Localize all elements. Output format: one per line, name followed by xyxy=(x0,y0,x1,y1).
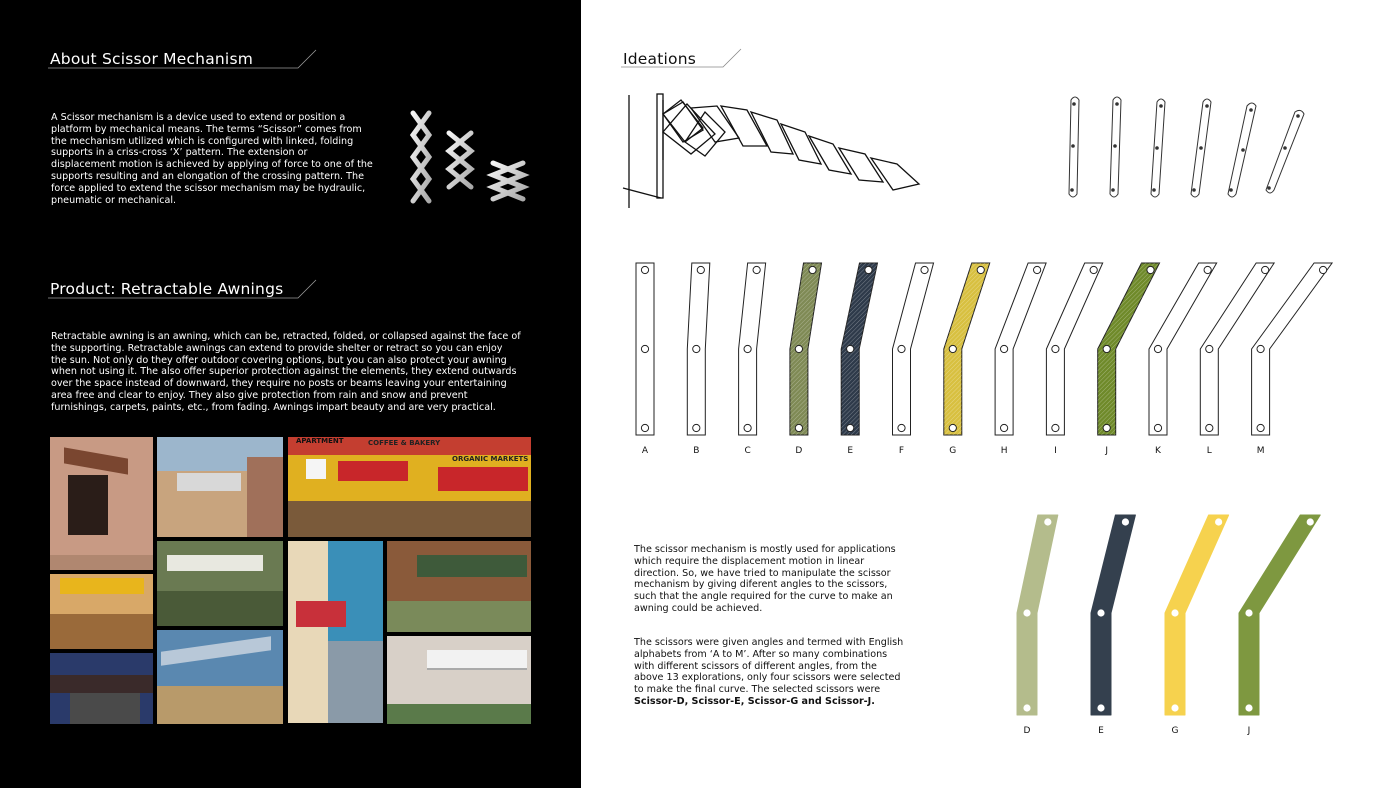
right-panel xyxy=(581,0,1400,788)
awning-photo-yellow xyxy=(50,574,153,649)
scissor-a xyxy=(636,263,654,435)
ideations-heading-underline xyxy=(621,48,746,72)
product-heading: Product: Retractable Awnings xyxy=(50,280,284,298)
scissor-label-l: L xyxy=(1206,446,1212,456)
ideation-paragraph-1: The scissor mechanism is mostly used for applications which require the displacement motion in linear direction. So, we have tried to manipulate the scissor mechanism by giving diferent angles to the scissors, such that the angle required for the curve to make an awning could be achieved. xyxy=(634,544,896,614)
photo-sign-apartment: APARTMENT xyxy=(296,437,344,445)
scissor-label-f: F xyxy=(898,446,905,456)
ideations-heading: Ideations xyxy=(623,50,697,68)
scissor-label-e: E xyxy=(847,446,854,456)
scissor-g xyxy=(944,263,990,435)
scissor-e xyxy=(841,263,877,435)
photo-sign-coffee: COFFEE & BAKERY xyxy=(368,439,441,447)
scissor-label-k: K xyxy=(1155,446,1161,456)
selected-scissor-label-d: D xyxy=(1023,726,1031,736)
product-heading-underline xyxy=(48,278,323,302)
photo-sign-organic: ORGANIC MARKETS xyxy=(452,455,529,463)
selected-scissors-list: Scissor-D, Scissor-E, Scissor-G and Scissor-J. xyxy=(634,695,875,707)
scissor-label-c: C xyxy=(744,446,751,456)
about-paragraph: A Scissor mechanism is a device used to extend or position a platform by mechanical means. The terms “Scissor” comes from the mechanism utilized which is configured with linked, folding supports in a criss-cross ‘X’ pattern. The extension or displacement motion is achieved by applying of force to one of the supports resulting and an elongation of the crossing pattern. The force applied to extend the scissor mechanism may be hydraulic, pneumatic or mechanical. xyxy=(51,112,373,206)
awning-photo-balcony xyxy=(157,437,283,537)
scissor-label-b: B xyxy=(693,446,700,456)
awning-photo-car xyxy=(157,630,283,724)
scissor-label-a: A xyxy=(641,446,649,456)
scissor-label-g: G xyxy=(949,446,957,456)
selected-scissor-g xyxy=(1165,515,1229,715)
scissor-label-j: J xyxy=(1105,446,1109,456)
awning-photo-storefront xyxy=(288,437,531,537)
scissor-d xyxy=(790,263,822,435)
ideation-paragraph-2-text: The scissors were given angles and termed with English alphabets from ‘A to M’. After so many combinations with different scissors of different angles, from the above 13 explorations, only four scissors were selected to make the final curve. The selected scissors were xyxy=(634,637,904,696)
scissor-label-d: D xyxy=(795,446,803,456)
selected-scissors xyxy=(581,505,1400,720)
awning-photo-green xyxy=(387,541,531,632)
selected-scissor-label-g: G xyxy=(1171,726,1179,736)
awning-photo-white xyxy=(387,636,531,724)
scissor-label-m: M xyxy=(1256,446,1265,456)
product-paragraph: Retractable awning is an awning, which can be, retracted, folded, or collapsed against the face of the supporting. Retractable awnings can extend to provide shelter or retract so you can enjoy the sun. Not only do they offer outdoor covering options, but you can also protect your awning when not using it. The also offer superior protection against the elements, they extend outwards over the space instead of downward, they require no posts or beams leaving your entertaining area free and clear to enjoy. They also give protection from rain and snow and prevent furnishings, carpets, paints, etc., from fading. Awnings impart beauty and are very practical. xyxy=(51,331,521,413)
scissor-arm-sketch xyxy=(621,90,951,215)
scissor-label-i: I xyxy=(1054,446,1057,456)
selected-scissor-label-j: J xyxy=(1247,726,1251,736)
about-heading-underline xyxy=(48,48,323,72)
scissor-b xyxy=(687,263,710,435)
awning-photo-window xyxy=(50,437,153,570)
scissor-h xyxy=(995,263,1046,435)
scissor-variations xyxy=(581,255,1400,445)
selected-scissor-e xyxy=(1091,515,1135,715)
left-panel xyxy=(0,0,581,788)
selected-scissor-j xyxy=(1239,515,1320,715)
selected-scissor-d xyxy=(1017,515,1058,715)
scissor-c xyxy=(739,263,766,435)
scissor-label-h: H xyxy=(1000,446,1008,456)
curved-bar-sketches xyxy=(1051,92,1321,204)
awning-photo-dark xyxy=(50,653,153,724)
selected-scissor-label-e: E xyxy=(1098,726,1104,736)
awning-photo-red-side xyxy=(288,541,383,723)
awning-photo-patio xyxy=(157,541,283,626)
scissor-illustration xyxy=(405,105,545,215)
scissor-m xyxy=(1252,263,1332,435)
scissor-i xyxy=(1046,263,1102,435)
scissor-f xyxy=(893,263,934,435)
about-heading: About Scissor Mechanism xyxy=(50,50,254,68)
